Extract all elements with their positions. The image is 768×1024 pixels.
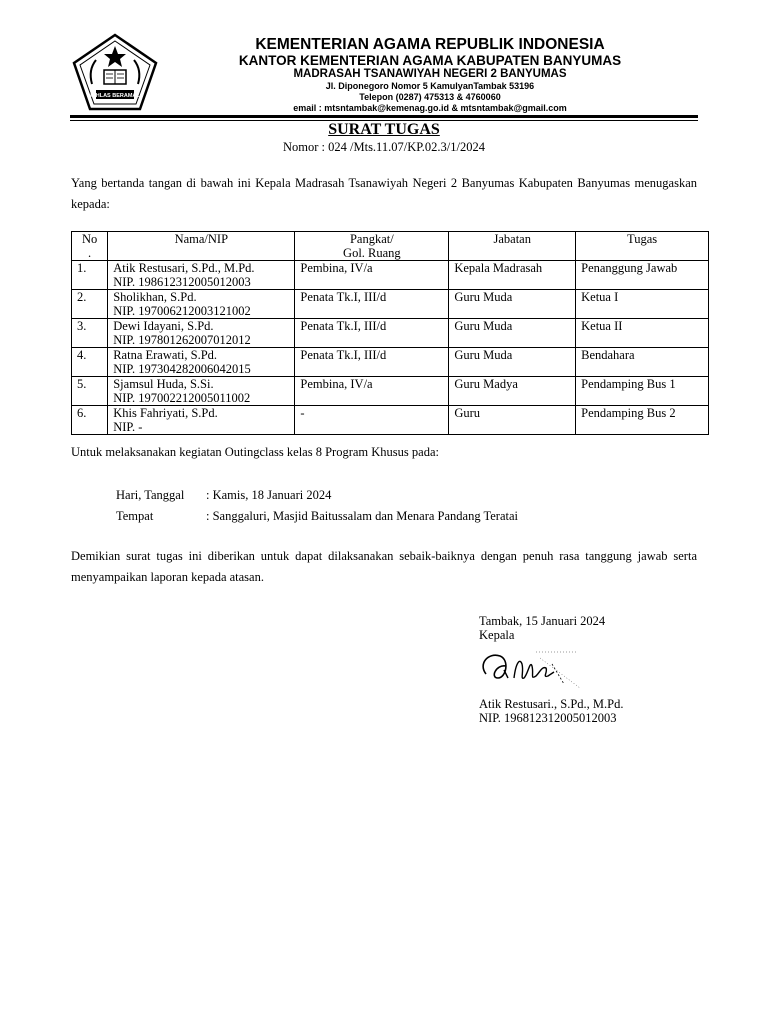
table-header-row <box>72 232 709 261</box>
person-nip: NIP. 198612312005012003 <box>113 275 251 289</box>
signature-place-date: Tambak, 15 Januari 2024 <box>479 614 606 628</box>
cell-nama <box>108 319 295 348</box>
place-label: Tempat <box>116 509 154 523</box>
cell-tugas: Pendamping Bus 2 <box>576 406 709 435</box>
date-label: Hari, Tanggal <box>116 488 185 502</box>
cell-nama <box>108 377 295 406</box>
cell-no: 5. <box>72 377 108 406</box>
cell-tugas: Ketua I <box>576 290 709 319</box>
cell-jabatan: Guru Muda <box>449 348 576 377</box>
person-name: Dewi Idayani, S.Pd. <box>113 319 214 333</box>
cell-no: 6. <box>72 406 108 435</box>
intro-paragraph: Yang bertanda tangan di bawah ini Kepala Madrasah Tsanawiyah Negeri 2 Banyumas Kabupaten Banyumas menugaskan kepada: <box>71 176 697 211</box>
cell-pangkat: Pembina, IV/a <box>295 261 449 290</box>
school-address: Jl. Diponegoro Nomor 5 KamulyanTambak 53196 <box>325 81 535 91</box>
ministry-name: KEMENTERIAN AGAMA REPUBLIK INDONESIA <box>255 36 605 53</box>
header-pangkat-line1: Pangkat/ <box>349 232 394 246</box>
cell-no: 2. <box>72 290 108 319</box>
cell-pangkat: Penata Tk.I, III/d <box>295 348 449 377</box>
signature-nip: NIP. 196812312005012003 <box>479 711 617 725</box>
table-row <box>72 319 709 348</box>
school-name: MADRASAH TSANAWIYAH NEGERI 2 BANYUMAS <box>293 68 567 80</box>
handwritten-signature <box>476 644 586 694</box>
person-name: Ratna Erawati, S.Pd. <box>113 348 218 362</box>
header-tugas: Tugas <box>576 232 709 261</box>
header-jabatan: Jabatan <box>449 232 576 261</box>
person-nip: NIP. - <box>113 420 143 434</box>
person-name: Sjamsul Huda, S.Si. <box>113 377 214 391</box>
letter-title: SURAT TUGAS <box>328 121 440 138</box>
cell-nama <box>108 261 295 290</box>
header-no <box>72 232 108 261</box>
header-nama: Nama/NIP <box>108 232 295 261</box>
table-row <box>72 406 709 435</box>
activity-intro: Untuk melaksanakan kegiatan Outingclass kelas 8 Program Khusus pada: <box>71 445 439 459</box>
cell-jabatan: Guru Muda <box>449 319 576 348</box>
date-value: : Kamis, 18 Januari 2024 <box>206 488 332 502</box>
person-nip: NIP. 197002212005011002 <box>113 391 251 405</box>
office-name: KANTOR KEMENTERIAN AGAMA KABUPATEN BANYUMAS <box>238 53 622 68</box>
signature-position: Kepala <box>479 628 515 642</box>
cell-no: 1. <box>72 261 108 290</box>
cell-pangkat: Penata Tk.I, III/d <box>295 290 449 319</box>
person-name: Khis Fahriyati, S.Pd. <box>113 406 218 420</box>
cell-jabatan: Kepala Madrasah <box>449 261 576 290</box>
assignment-table <box>71 231 709 435</box>
header-no-label: No <box>81 232 98 246</box>
cell-jabatan: Guru Madya <box>449 377 576 406</box>
letterhead-rule-thick <box>70 115 698 118</box>
cell-tugas: Pendamping Bus 1 <box>576 377 709 406</box>
cell-pangkat: - <box>295 406 449 435</box>
cell-tugas: Bendahara <box>576 348 709 377</box>
header-pangkat <box>295 232 449 261</box>
cell-tugas: Ketua II <box>576 319 709 348</box>
table-row <box>72 290 709 319</box>
letter-number: Nomor : 024 /Mts.11.07/KP.02.3/1/2024 <box>283 140 485 154</box>
cell-nama <box>108 348 295 377</box>
table-row <box>72 261 709 290</box>
person-name: Atik Restusari, S.Pd., M.Pd. <box>113 261 255 275</box>
svg-text:IKHLAS BERAMAL: IKHLAS BERAMAL <box>90 93 140 99</box>
cell-nama <box>108 290 295 319</box>
school-email: email : mtsntambak@kemenag.go.id & mtsntambak@gmail.com <box>293 103 567 113</box>
table-row <box>72 377 709 406</box>
person-nip: NIP. 197006212003121002 <box>113 304 251 318</box>
school-phone: Telepon (0287) 475313 & 4760060 <box>359 92 501 102</box>
person-nip: NIP. 197304282006042015 <box>113 362 251 376</box>
place-value: : Sanggaluri, Masjid Baitussalam dan Menara Pandang Teratai <box>206 509 519 523</box>
header-no-dot: . <box>88 246 92 260</box>
cell-no: 4. <box>72 348 108 377</box>
header-pangkat-line2: Gol. Ruang <box>343 246 401 260</box>
cell-pangkat: Penata Tk.I, III/d <box>295 319 449 348</box>
cell-no: 3. <box>72 319 108 348</box>
closing-paragraph: Demikian surat tugas ini diberikan untuk dapat dilaksanakan sebaik-baiknya dengan penuh rasa tanggung jawab serta menyampaikan laporan kepada atasan. <box>71 549 697 584</box>
cell-nama <box>108 406 295 435</box>
cell-jabatan: Guru <box>449 406 576 435</box>
letterhead <box>180 36 680 114</box>
kemenag-seal-icon <box>70 32 160 112</box>
cell-tugas: Penanggung Jawab <box>576 261 709 290</box>
person-name: Sholikhan, S.Pd. <box>113 290 197 304</box>
signature-name: Atik Restusari., S.Pd., M.Pd. <box>479 697 624 711</box>
table-row <box>72 348 709 377</box>
cell-pangkat: Pembina, IV/a <box>295 377 449 406</box>
cell-jabatan: Guru Muda <box>449 290 576 319</box>
person-nip: NIP. 197801262007012012 <box>113 333 251 347</box>
